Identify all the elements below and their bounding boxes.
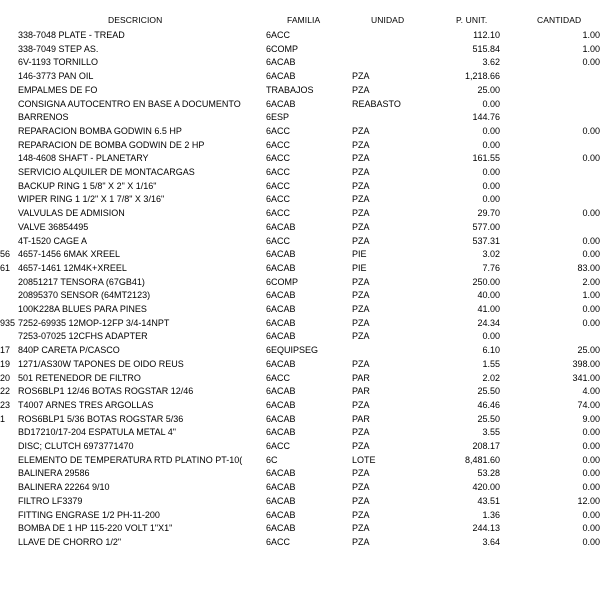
row-unidad: PZA [352,441,370,451]
row-precio-unitario: 244.13 [472,523,500,534]
row-unidad: PZA [352,317,370,328]
row-unidad: PZA [352,468,370,479]
row-cantidad: 0.00 [582,454,600,465]
row-familia: 6ACC [266,536,291,547]
row-code: 935 [0,317,16,328]
row-familia: 6ACAB [266,262,296,273]
row-cantidad: 1.00 [582,43,600,54]
row-descripcion: LLAVE DE CHORRO 1/2" [18,536,122,547]
row-descripcion: WIPER RING 1 1/2" X 1 7/8" X 3/16" [18,194,165,205]
header-unidad: UNIDAD [371,15,405,25]
row-precio-unitario: 41.00 [477,304,500,314]
row-descripcion: ELEMENTO DE TEMPERATURA RTD PLATINO PT-10( [18,454,243,465]
row-familia: 6ACC [266,208,291,219]
row-unidad: PZA [352,180,370,191]
row-unidad: PZA [352,290,370,301]
row-precio-unitario: 0.00 [482,194,500,205]
row-familia: 6ACAB [266,399,296,410]
row-familia: 6ACC [266,167,291,177]
row-descripcion: BARRENOS [18,112,69,123]
row-familia: 6C [266,454,278,465]
row-cantidad: 0.00 [582,304,600,314]
row-descripcion: 148-4608 SHAFT - PLANETARY [18,153,149,164]
row-cantidad: 1.00 [582,290,600,301]
row-familia: 6ACC [266,194,291,205]
row-unidad: PZA [352,276,370,287]
row-unidad: PZA [352,427,370,438]
row-familia: 6ACC [266,235,291,246]
row-precio-unitario: 0.00 [482,167,500,177]
row-precio-unitario: 29.70 [477,208,500,219]
table-row [0,454,600,467]
row-descripcion: CONSIGNA AUTOCENTRO EN BASE A DOCUMENTO [18,98,241,109]
row-descripcion: ROS6BLP1 5/36 BOTAS ROGSTAR 5/36 [18,413,184,424]
row-unidad: PZA [352,153,370,164]
row-descripcion: FILTRO LF3379 [18,495,83,506]
row-cantidad: 0.00 [582,468,600,479]
row-unidad: PZA [352,536,370,547]
row-unidad: PZA [352,304,370,314]
row-descripcion: BALINERA 29586 [18,468,90,479]
row-cantidad: 0.00 [582,523,600,534]
row-descripcion: BACKUP RING 1 5/8" X 2" X 1/16" [18,180,157,191]
table-row [0,330,600,343]
header-cantidad: CANTIDAD [537,15,582,25]
row-unidad: REABASTO [352,98,401,109]
table-row [0,125,600,138]
row-cantidad: 0.00 [582,249,600,260]
row-descripcion: 100K228A BLUES PARA PINES [18,304,147,314]
row-unidad: PZA [352,125,370,136]
row-familia: 6ACC [266,139,291,150]
row-familia: 6ACAB [266,468,296,479]
row-cantidad: 0.00 [582,235,600,246]
row-descripcion: REPARACION DE BOMBA GODWIN DE 2 HP [18,139,205,150]
row-descripcion: T4007 ARNES TRES ARGOLLAS [18,399,154,410]
row-descripcion: 4657-1461 12M4K+XREEL [18,262,127,273]
header-descripcion: DESCRICION [108,15,163,25]
table-row [0,43,600,56]
row-precio-unitario: 161.55 [472,153,500,164]
row-unidad: PZA [352,221,370,232]
row-cantidad: 398.00 [572,358,600,369]
row-precio-unitario: 420.00 [472,482,500,493]
row-familia: 6ACAB [266,482,296,493]
table-row [0,440,600,453]
row-familia: 6ACAB [266,71,296,82]
row-unidad: PIE [352,249,367,260]
row-familia: 6ESP [266,112,290,123]
row-code: 1 [0,413,6,424]
row-cantidad: 0.00 [582,153,600,164]
row-unidad: PZA [352,71,370,82]
row-descripcion: BD17210/17-204 ESPATULA METAL 4" [18,427,176,438]
row-descripcion: BALINERA 22264 9/10 [18,482,110,493]
row-cantidad: 0.00 [582,482,600,493]
row-descripcion: 4T-1520 CAGE A [18,235,88,246]
row-cantidad: 9.00 [582,413,600,424]
table-row [0,372,600,385]
row-familia: 6ACAB [266,427,296,438]
row-unidad: LOTE [352,454,376,465]
table-row [0,317,600,330]
row-cantidad: 74.00 [577,399,600,410]
row-code: 19 [0,358,11,369]
row-descripcion: VALVULAS DE ADMISION [18,208,125,219]
row-precio-unitario: 24.34 [477,317,500,328]
row-unidad: PZA [352,194,370,205]
row-precio-unitario: 144.76 [472,112,500,123]
row-precio-unitario: 577.00 [472,221,500,232]
table-row [0,207,600,220]
row-cantidad: 0.00 [582,125,600,136]
row-descripcion: 338-7048 PLATE - TREAD [18,30,125,40]
table-row [0,84,600,97]
row-unidad: PZA [352,139,370,150]
row-descripcion: 338-7049 STEP AS. [18,43,99,54]
row-unidad: PAR [352,413,370,424]
row-descripcion: ROS6BLP1 12/46 BOTAS ROGSTAR 12/46 [18,386,194,397]
row-precio-unitario: 3.62 [482,57,500,68]
row-precio-unitario: 3.64 [482,536,500,547]
row-familia: 6ACC [266,153,291,164]
header-precio-unitario: P. UNIT. [456,15,488,25]
row-code: 20 [0,372,11,383]
row-precio-unitario: 250.00 [472,276,500,287]
row-descripcion: EMPALMES DE FO [18,84,98,95]
row-unidad: PZA [352,495,370,506]
table-row [0,262,600,275]
row-unidad: PIE [352,262,367,273]
row-unidad: PAR [352,386,370,397]
row-code: 22 [0,386,11,397]
row-precio-unitario: 43.51 [477,495,500,506]
table-row [0,358,600,371]
row-precio-unitario: 537.31 [472,235,500,246]
row-familia: 6ACAB [266,57,296,68]
row-descripcion: DISC; CLUTCH 6973771470 [18,441,134,451]
row-unidad: PZA [352,208,370,219]
table-row [0,29,600,42]
row-descripcion: 1271/AS30W TAPONES DE OIDO REUS [18,358,184,369]
row-descripcion: 7252-69935 12MOP-12FP 3/4-14NPT [18,317,170,328]
row-precio-unitario: 208.17 [472,441,500,451]
table-row [0,56,600,69]
row-code: 23 [0,399,11,410]
table-row [0,509,600,522]
row-code: 17 [0,345,11,356]
row-cantidad: 0.00 [582,509,600,520]
row-descripcion: 20851217 TENSORA (67GB41) [18,276,145,287]
row-familia: 6COMP [266,43,299,54]
row-cantidad: 0.00 [582,57,600,68]
row-familia: 6ACC [266,441,291,451]
row-unidad: PZA [352,331,370,342]
row-descripcion: FITTING ENGRASE 1/2 PH-11-200 [18,509,160,520]
row-familia: 6ACC [266,30,291,40]
table-row [0,495,600,508]
row-cantidad: 0.00 [582,427,600,438]
row-familia: 6ACC [266,125,291,136]
row-descripcion: VALVE 36854495 [18,221,89,232]
row-precio-unitario: 2.02 [482,372,500,383]
table-row [0,180,600,193]
table-row [0,536,600,549]
row-unidad: PAR [352,372,370,383]
row-familia: 6ACAB [266,98,296,109]
row-familia: 6ACAB [266,358,296,369]
row-precio-unitario: 3.55 [482,427,500,438]
row-familia: 6ACAB [266,495,296,506]
table-row [0,481,600,494]
table-row [0,344,600,357]
row-unidad: PZA [352,167,370,177]
row-precio-unitario: 1.36 [482,509,500,520]
row-familia: 6ACAB [266,523,296,534]
table-row [0,111,600,124]
row-cantidad: 2.00 [582,276,600,287]
row-precio-unitario: 3.02 [482,249,500,260]
row-precio-unitario: 0.00 [482,125,500,136]
row-descripcion: 840P CARETA P/CASCO [18,345,120,356]
row-cantidad: 0.00 [582,441,600,451]
row-cantidad: 0.00 [582,536,600,547]
row-precio-unitario: 0.00 [482,98,500,109]
row-cantidad: 0.00 [582,208,600,219]
table-row [0,467,600,480]
table-row [0,289,600,302]
row-familia: 6ACAB [266,290,296,301]
row-unidad: PZA [352,482,370,493]
table-row [0,98,600,111]
row-familia: 6ACAB [266,331,296,342]
table-row [0,248,600,261]
row-precio-unitario: 112.10 [473,30,500,40]
row-precio-unitario: 46.46 [477,399,500,410]
table-row [0,139,600,152]
row-familia: 6ACAB [266,221,296,232]
row-descripcion: 501 RETENEDOR DE FILTRO [18,372,141,383]
row-descripcion: REPARACION BOMBA GODWIN 6.5 HP [18,125,182,136]
row-familia: 6ACC [266,180,291,191]
row-unidad: PZA [352,399,370,410]
row-precio-unitario: 6.10 [482,345,500,356]
row-familia: 6ACAB [266,509,296,520]
row-cantidad: 4.00 [582,386,600,397]
row-precio-unitario: 515.84 [472,43,500,54]
row-precio-unitario: 1,218.66 [464,71,500,82]
table-row [0,276,600,289]
row-precio-unitario: 1.55 [482,358,500,369]
row-cantidad: 0.00 [582,317,600,328]
row-unidad: PZA [352,523,370,534]
row-unidad: PZA [352,84,370,95]
row-descripcion: 6V-1193 TORNILLO [18,57,99,68]
row-descripcion: 4657-1456 6MAK XREEL [18,249,121,260]
row-descripcion: BOMBA DE 1 HP 115-220 VOLT 1"X1" [18,523,173,534]
row-code: 56 [0,249,11,260]
table-row [0,235,600,248]
row-descripcion: 146-3773 PAN OIL [18,71,94,82]
table-row [0,166,600,179]
row-familia: 6COMP [266,276,299,287]
header-familia: FAMILIA [287,15,321,25]
row-familia: 6ACAB [266,317,296,328]
row-familia: 6ACAB [266,413,296,424]
row-precio-unitario: 0.00 [482,331,500,342]
table-row [0,413,600,426]
row-precio-unitario: 53.28 [477,468,500,479]
row-familia: 6ACC [266,372,291,383]
row-unidad: PZA [352,358,370,369]
table-row [0,193,600,206]
row-precio-unitario: 25.50 [477,413,500,424]
row-cantidad: 12.00 [577,495,600,506]
row-familia: 6ACAB [266,304,296,314]
table-row [0,426,600,439]
row-familia: 6EQUIPSEG [266,345,319,356]
table-row [0,399,600,412]
table-row [0,152,600,165]
row-familia: TRABAJOS [266,84,314,95]
row-cantidad: 83.00 [577,262,600,273]
row-precio-unitario: 0.00 [482,180,500,191]
row-precio-unitario: 25.00 [477,84,500,95]
row-precio-unitario: 25.50 [477,386,500,397]
table-row [0,522,600,535]
row-unidad: PZA [352,509,370,520]
row-cantidad: 341.00 [572,372,600,383]
row-cantidad: 1.00 [582,30,600,40]
row-cantidad: 25.00 [577,345,600,356]
table-row [0,70,600,83]
row-familia: 6ACAB [266,249,296,260]
row-code: 61 [0,262,11,273]
row-precio-unitario: 0.00 [482,139,500,150]
row-precio-unitario: 8,481.60 [464,454,500,465]
table-row [0,221,600,234]
row-descripcion: SERVICIO ALQUILER DE MONTACARGAS [18,167,195,177]
table-row [0,303,600,316]
row-precio-unitario: 40.00 [477,290,500,301]
row-familia: 6ACAB [266,386,296,397]
row-descripcion: 20895370 SENSOR (64MT2123) [18,290,151,301]
table-header [0,14,600,27]
table-row [0,385,600,398]
row-unidad: PZA [352,235,370,246]
row-precio-unitario: 7.76 [482,262,500,273]
row-descripcion: 7253-07025 12CFHS ADAPTER [18,331,148,342]
